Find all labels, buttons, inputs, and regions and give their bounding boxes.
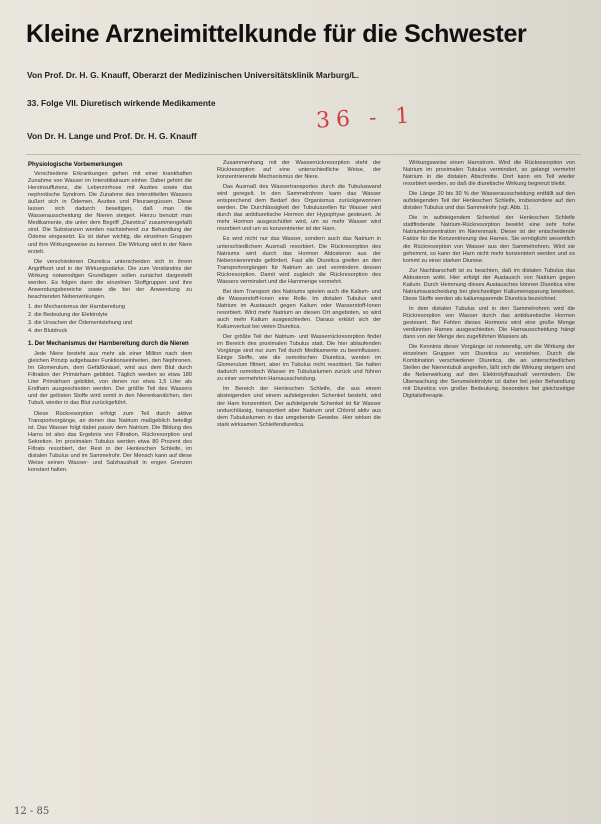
list-item: 1. der Mechanismus der Harnbereitung [28, 303, 126, 310]
article-title: Kleine Arzneimittelkunde für die Schwester [26, 20, 527, 48]
paragraph: Das Ausmaß des Wassertransportes durch die Tubuluswand wird geregelt. In den Sammelrohren kann das Wasser entsprechend dem Bedarf des Organismus zurückgewonnen werden. Die Durchlässigkeit der Tubuluszellen für Wasser wird durch das antidiuretische Hormon der Hypophyse gesteuert. Je mehr Hormon ausgeschüttet wird, um so mehr Wasser wird resorbiert und um so konzentrierter ist der Harn. [217, 184, 381, 233]
section-heading-mechanism: 1. Der Mechanismus der Harnbereitung durch die Nieren [28, 341, 189, 348]
paragraph: Der größte Teil der Natrium- und Wasserrückresorption findet im Bereich des proximalen Tubulus statt. Die hier ablaufenden Vorgänge sind nur zum Teil durch Medikamente zu beeinflussen. Einige Stoffe, wie die osmotischen Diuretica, werden im Glomerulum filtriert, aber im Tubulus nicht resorbiert. Sie halten dadurch osmotisch Wasser im Tubuluslumen zurück und führen zu einer vermehrten Harnausscheidung. [217, 334, 381, 383]
paragraph: Bei dem Transport des Natriums spielen auch die Kalium- und die Wasserstoff-Ionen eine Rolle. Im distalen Tubulus wird Natrium im Austausch gegen Kalium oder Wasserstoff-Ionen resorbiert. Wird mehr Natrium an diesen Ort angeboten, so wird auch mehr Kalium ausgeschieden. Daraus erklärt sich der Kaliumverlust bei vielen Diuretica. [217, 288, 381, 331]
paragraph: Wirkungsweise einen Harnstrom. Wird die Rückresorption von Natrium im proximalen Tubulus vermindert, so gelangt vermehrt Natrium in die distalen Abschnitte. Dort kann ein Teil wieder resorbiert werden, so daß die diuretische Wirkung begrenzt bleibt. [403, 160, 575, 188]
series-byline: Von Prof. Dr. H. G. Knauff, Oberarzt der Medizinischen Universitätsklinik Marburg/L. [27, 70, 360, 80]
paragraph: Verschiedene Erkrankungen gehen mit einer krankhaften Zunahme von Wasser im Interstitialraum einher. Dabei gehört die Herzinsuffizienz, die Leberzirrhose mit Aszites sowie das nephrotische Syndrom. Die Zunahme des interstitiellen Wassers äußert sich in Ödemen, Aszites und Pleuraergüssen. Diese lassen sich dadurch beseitigen, daß man die Wasserausscheidung der Nieren steigert. Hierzu benutzt man Medikamente, die unter dem Begriff „Diuretica“ zusammengefaßt sind. Die Substanzen werden nachstehend zur Behandlung der Ödeme eingesetzt. Es ist daher wichtig, die einzelnen Gruppen und ihre Wirkungsweise zu kennen. Die Wirkung wird in der Niere erzielt. [28, 171, 192, 255]
paragraph: Diese Rückresorption erfolgt zum Teil durch aktive Transportvorgänge, an denen das Natrium maßgeblich beteiligt ist. Das Wasser folgt dabei passiv dem Natrium. Die Bildung des Harns ist also das Ergebnis von Filtration, Rückresorption und Sekretion. Im proximalen Tubulus werden etwa 80 Prozent des Filtrats resorbiert, der Rest in der Henleschen Schleife, im distalen Tubulus und im Sammelrohr. Der Mensch kann auf diese Weise seinen Wasser- und Salzhaushalt in engen Grenzen konstant halten. [28, 410, 192, 473]
paragraph: Zusammenhang mit der Wasserrückresorption steht der Rückresorption auf eine unterschiedliche Weise, der konzentrierende Mechanismus der Niere. [217, 160, 381, 181]
text-column-1 [28, 160, 192, 796]
paragraph: Im Bereich der Henleschen Schleife, die aus einem absteigenden und einem aufsteigenden Schenkel besteht, wird der Harn konzentriert. Der aufsteigende Schenkel ist für Wasser undurchlässig, transportiert aber Natrium und Chlorid aktiv aus dem Tubuluslumen in das umgebende Gewebe. Hier wirken die stark wirksamen Schleifendiuretica. [217, 386, 381, 428]
header-divider [26, 154, 581, 155]
paragraph: Es wird nicht nur das Wasser, sondern auch das Natrium in unterschiedlichem Ausmaß resorbiert. Die Rückresorption des Natriums wird durch das Hormon Aldosteron aus der Nebennierenrinde gefördert. Fast alle Diuretica greifen an den Transportvorgängen für Natrium an und vermindern dessen Rückresorption. Damit wird zugleich die Rückresorption des Wassers vermindert und die Harnmenge vermehrt. [217, 236, 381, 285]
paragraph: Die Länge 20 bis 30 % der Wasserausscheidung entfällt auf den aufsteigenden Teil der Henleschen Schleife, insbesondere auf den distalen Tubulus und das Sammelrohr (vgl. Abb. 1). [403, 191, 575, 212]
authors-line: Von Dr. H. Lange und Prof. Dr. H. G. Knauff [27, 131, 197, 141]
text-column-3 [403, 160, 575, 796]
list-item: 3. die Ursachen der Ödementstehung und [28, 319, 133, 326]
list-item: 2. die Bedeutung der Elektrolyte [28, 311, 108, 318]
page-mark: 12 - 85 [14, 806, 50, 817]
paragraph: Zur Nachbarschaft ist zu beachten, daß im distalen Tubulus das Aldosteron wirkt. Hier erfolgt der Austausch von Natrium gegen Kalium. Durch Hemmung dieses Austausches können Diuretica eine Natriumausscheidung bei gleichzeitiger Kaliumeinsparung bewirken. Diese Stoffe werden als kaliumsparende Diuretica bezeichnet. [403, 267, 575, 302]
list-item: 4. der Blutdruck [28, 328, 68, 335]
paragraph: Die verschiedenen Diuretica unterscheiden sich in ihrem Angriffsort und in der Wirkungsstärke. Die zum Verständnis der Wirkung notwendigen Grundlagen sollen zunächst dargestellt werden. Es folgen dann die einzelnen Stoffgruppen und ihre Anwendungsbereiche sowie die bei der Anwendung zu beachtenden Nebenwirkungen. [28, 258, 192, 300]
paragraph: In dem distalen Tubulus und in den Sammelrohren wird die Rückresorption von Wasser durch das antidiuretische Hormon gesteuert. Bei Fehlen dieses Hormons wird eine große Menge verdünnten Harnes ausgeschieden. Die Harnausscheidung hängt dann von der Menge des zugeführten Wassers ab. [403, 305, 575, 341]
episode-heading: 33. Folge VII. Diuretisch wirkende Medikamente [27, 98, 216, 108]
topic-list [28, 304, 192, 335]
paragraph: Die in aufsteigendem Schenkel der Henleschen Schleife stattfindende Natrium-Rückresorption bewirkt eine sehr hohe Natriumkonzentration im Nierenmark. Dieser ist der entscheidende Faktor für die Konzentrierung des Harnes. Sie ermöglicht wesentlich die Rückresorption von Wasser aus den Sammelrohren. Wird sie gehemmt, so kann der Harn nicht mehr konzentriert werden und es kommt zu einer starken Diurese. [403, 215, 575, 264]
paragraph: Jede Niere besteht aus mehr als einer Million nach dem gleichen Prinzip aufgebauter Funktionseinheiten, den Nephronen. Im Glomerulum, dem Gefäßknäuel, wird aus dem Blut durch Filtration der Primärharn gebildet. Täglich werden so etwa 180 Liter Primärharn gebildet, von denen nur etwa 1,5 Liter als Endharn ausgeschieden werden. Der größte Teil des Wassers und der gelösten Stoffe wird somit in den Nierenkanälchen, den Tubuli, wieder in das Blut zurückgeführt. [28, 351, 192, 407]
section-heading-physiology: Physiologische Vorbemerkungen [28, 162, 123, 168]
handwritten-note: 36 - 1 [315, 103, 417, 134]
paragraph: Die Kenntnis dieser Vorgänge ist notwendig, um die Wirkung der einzelnen Gruppen von Diuretica zu verstehen. Durch die Kombination verschiedener Diuretica, die an unterschiedlichen Stellen der Nierentubuli angreifen, läßt sich die Wirkung steigern und die Nebenwirkung auf den Elektrolythaushalt vermindern. Die Überwachung der Serumelektrolyte ist daher bei jeder Behandlung mit Diuretica von großer Bedeutung, besonders bei gleichzeitiger Digitalistherapie. [403, 344, 575, 400]
text-column-2 [217, 160, 381, 796]
